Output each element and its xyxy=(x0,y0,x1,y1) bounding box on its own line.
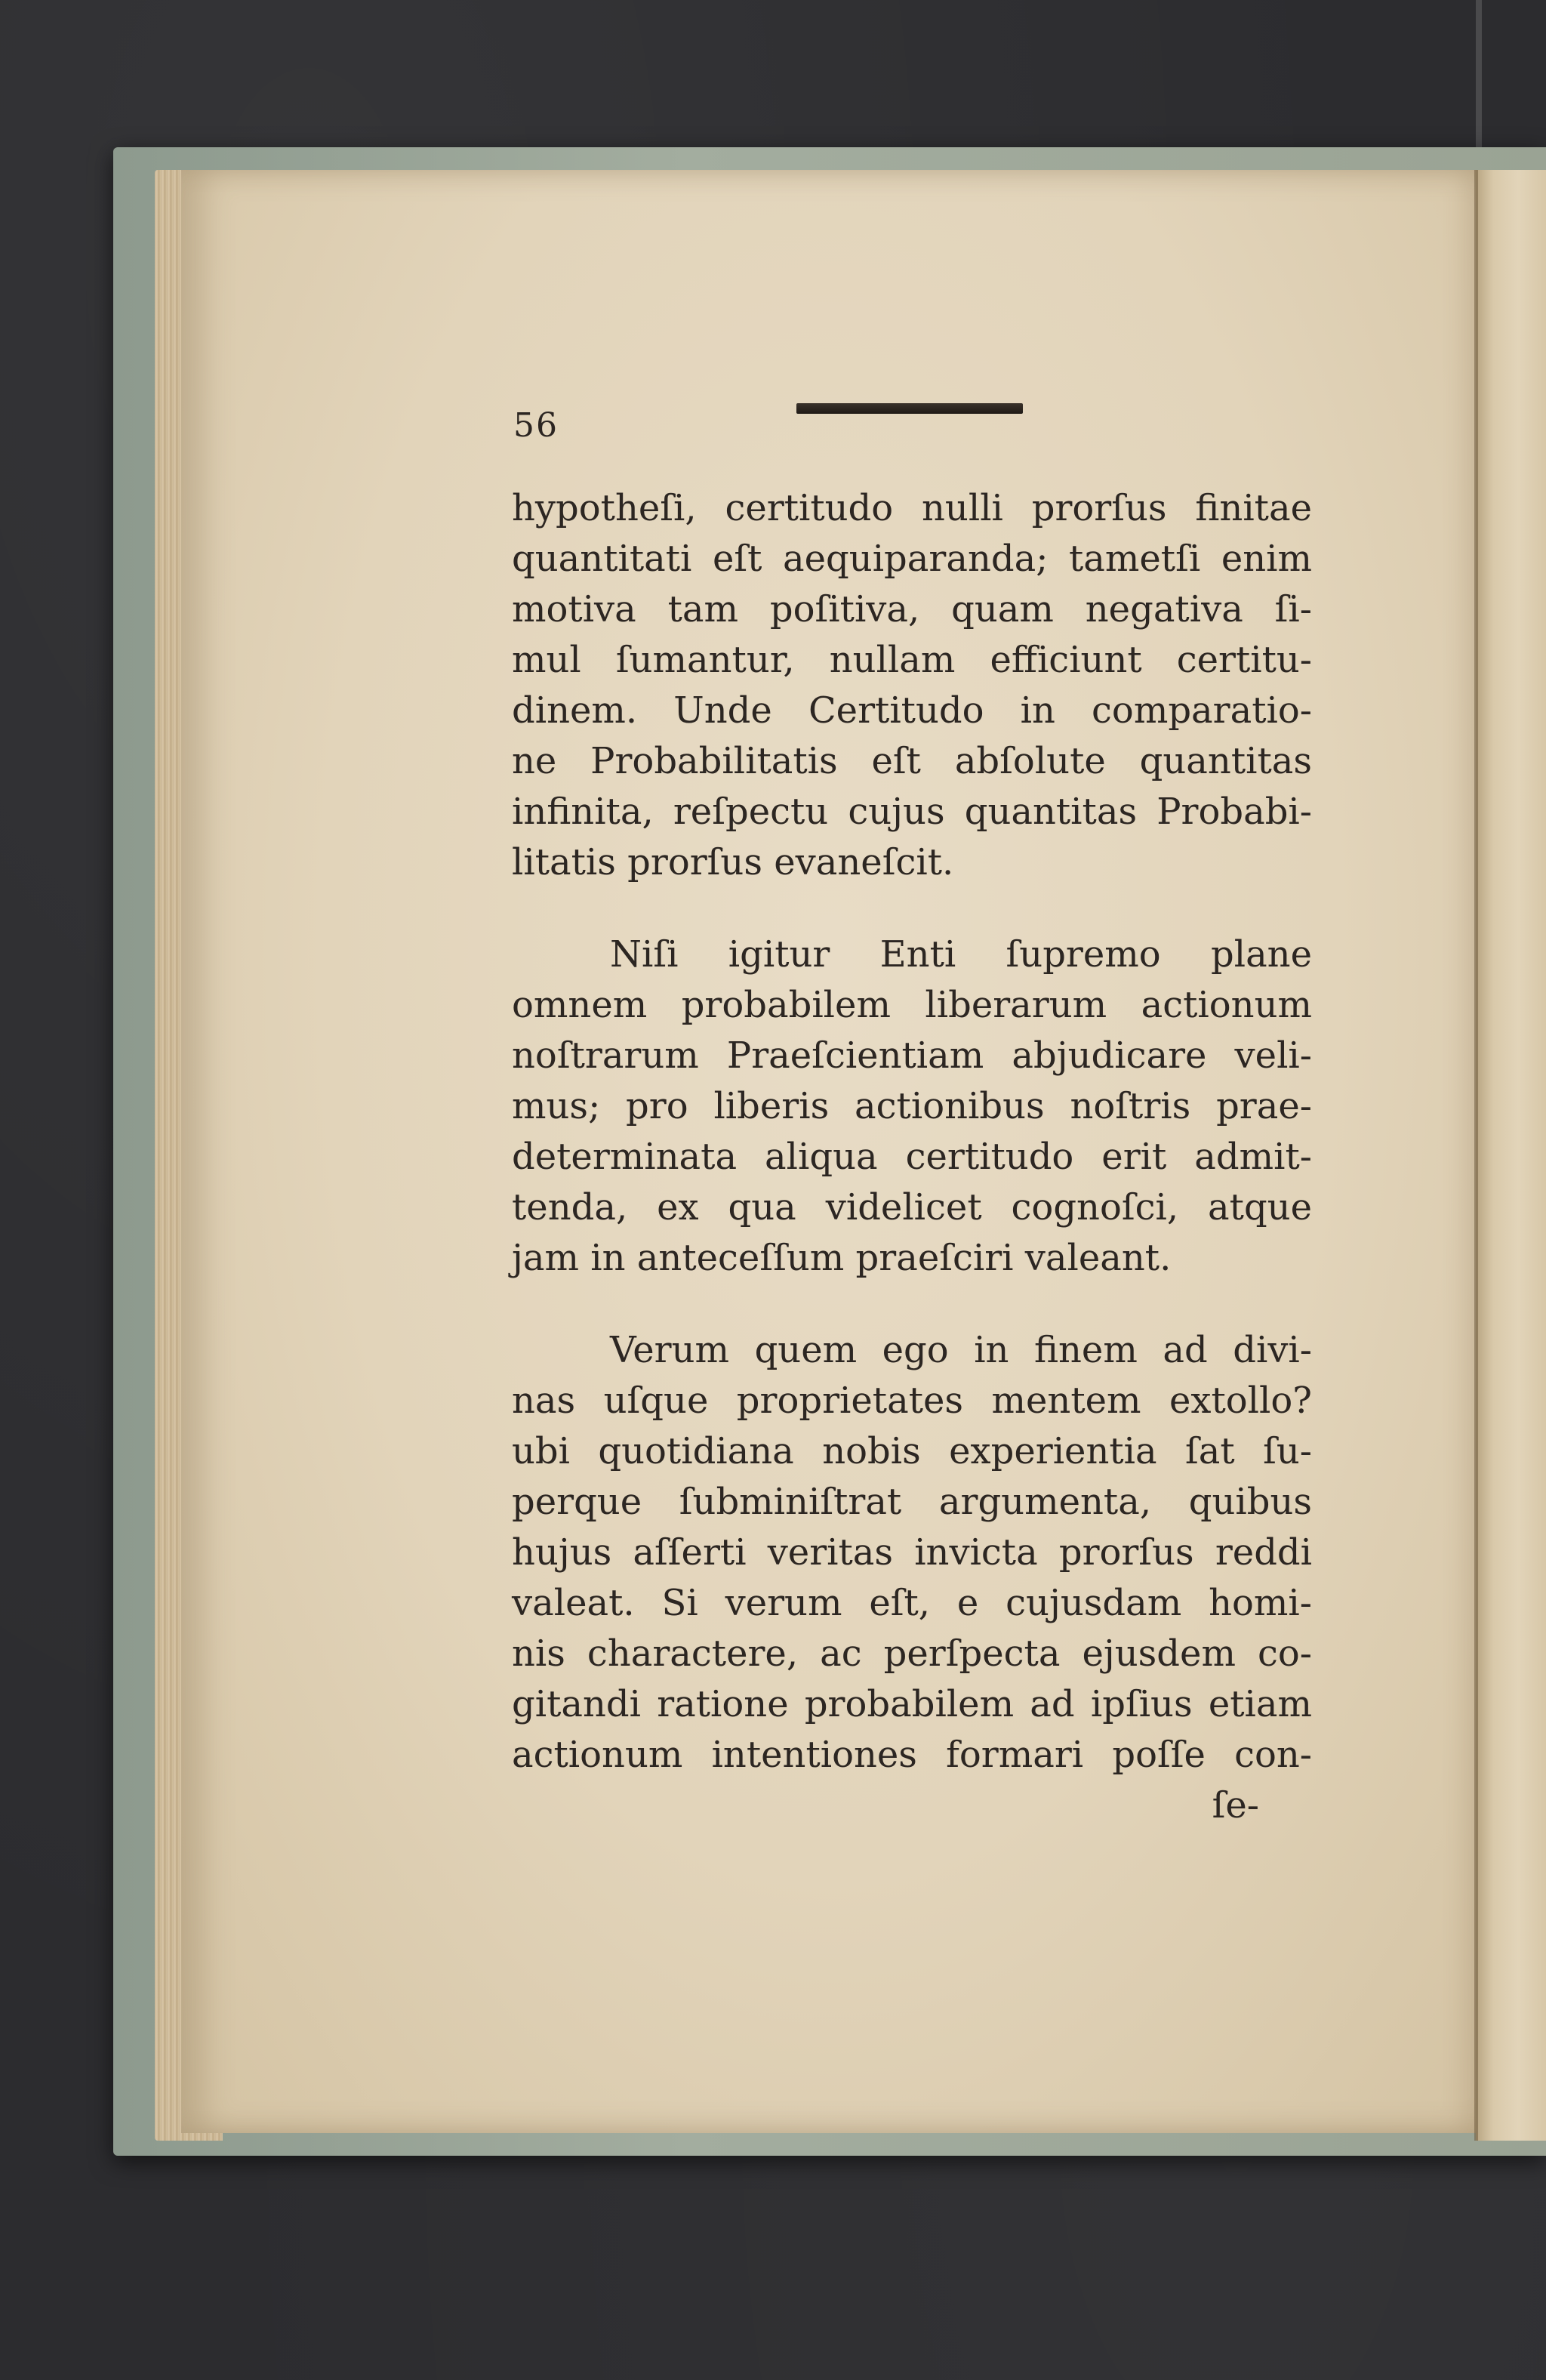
text-line: hypotheſi, certitudo nulli prorſus finitae xyxy=(512,487,1312,529)
text-line: Verum quem ego in finem ad divi- xyxy=(610,1329,1312,1371)
text-line: ne Probabilitatis eſt abſolute quantitas xyxy=(512,740,1312,782)
text-line: ubi quotidiana nobis experientia ſat ſu- xyxy=(512,1430,1312,1472)
text-line: nis charactere, ac perſpecta ejusdem co- xyxy=(512,1632,1312,1675)
text-line: litatis prorſus evaneſcit. xyxy=(512,841,954,883)
next-page-sliver xyxy=(1476,170,1546,2141)
text-line: valeat. Si verum eſt, e cujusdam homi- xyxy=(512,1582,1312,1624)
paragraph xyxy=(512,929,1312,1284)
text-line: mus; pro liberis actionibus noſtris prae- xyxy=(512,1085,1312,1127)
paragraph xyxy=(512,483,1312,888)
text-line: hujus aſſerti veritas invicta prorſus reddi xyxy=(512,1531,1312,1574)
text-line: dinem. Unde Certitudo in comparatio- xyxy=(512,689,1312,732)
text-line: tenda, ex qua videlicet cognoſci, atque xyxy=(512,1186,1312,1229)
text-line: actionum intentiones formari poſſe con- xyxy=(512,1734,1312,1776)
catchword: ſe- xyxy=(1212,1784,1259,1827)
text-line: omnem probabilem liberarum actionum xyxy=(512,984,1312,1026)
text-line: infinita, reſpectu cujus quantitas Probabi- xyxy=(512,791,1312,833)
page-number: 56 xyxy=(513,406,559,445)
text-line: gitandi ratione probabilem ad ipſius etiam xyxy=(512,1683,1312,1725)
text-line: noſtrarum Praeſcientiam abjudicare veli- xyxy=(512,1034,1312,1077)
text-line: quantitati eſt aequiparanda; tametſi enim xyxy=(512,538,1312,580)
text-line: motiva tam poſitiva, quam negativa ſi- xyxy=(512,588,1312,630)
paragraph xyxy=(512,1325,1312,1780)
text-line: nas uſque proprietates mentem extollo? xyxy=(512,1380,1312,1422)
text-line: mul ſumantur, nullam efficiunt certitu- xyxy=(512,639,1312,681)
text-line: Niſi igitur Enti ſupremo plane xyxy=(610,933,1312,976)
page-body xyxy=(512,483,1312,1831)
text-line: determinata aliqua certitudo erit admit- xyxy=(512,1136,1312,1178)
text-line: jam in anteceſſum praeſciri valeant. xyxy=(512,1237,1172,1279)
text-line: perque ſubminiſtrat argumenta, quibus xyxy=(512,1481,1312,1523)
background-strip xyxy=(1476,0,1482,147)
header-rule xyxy=(796,403,1023,414)
gutter-fold xyxy=(1474,170,1478,2141)
